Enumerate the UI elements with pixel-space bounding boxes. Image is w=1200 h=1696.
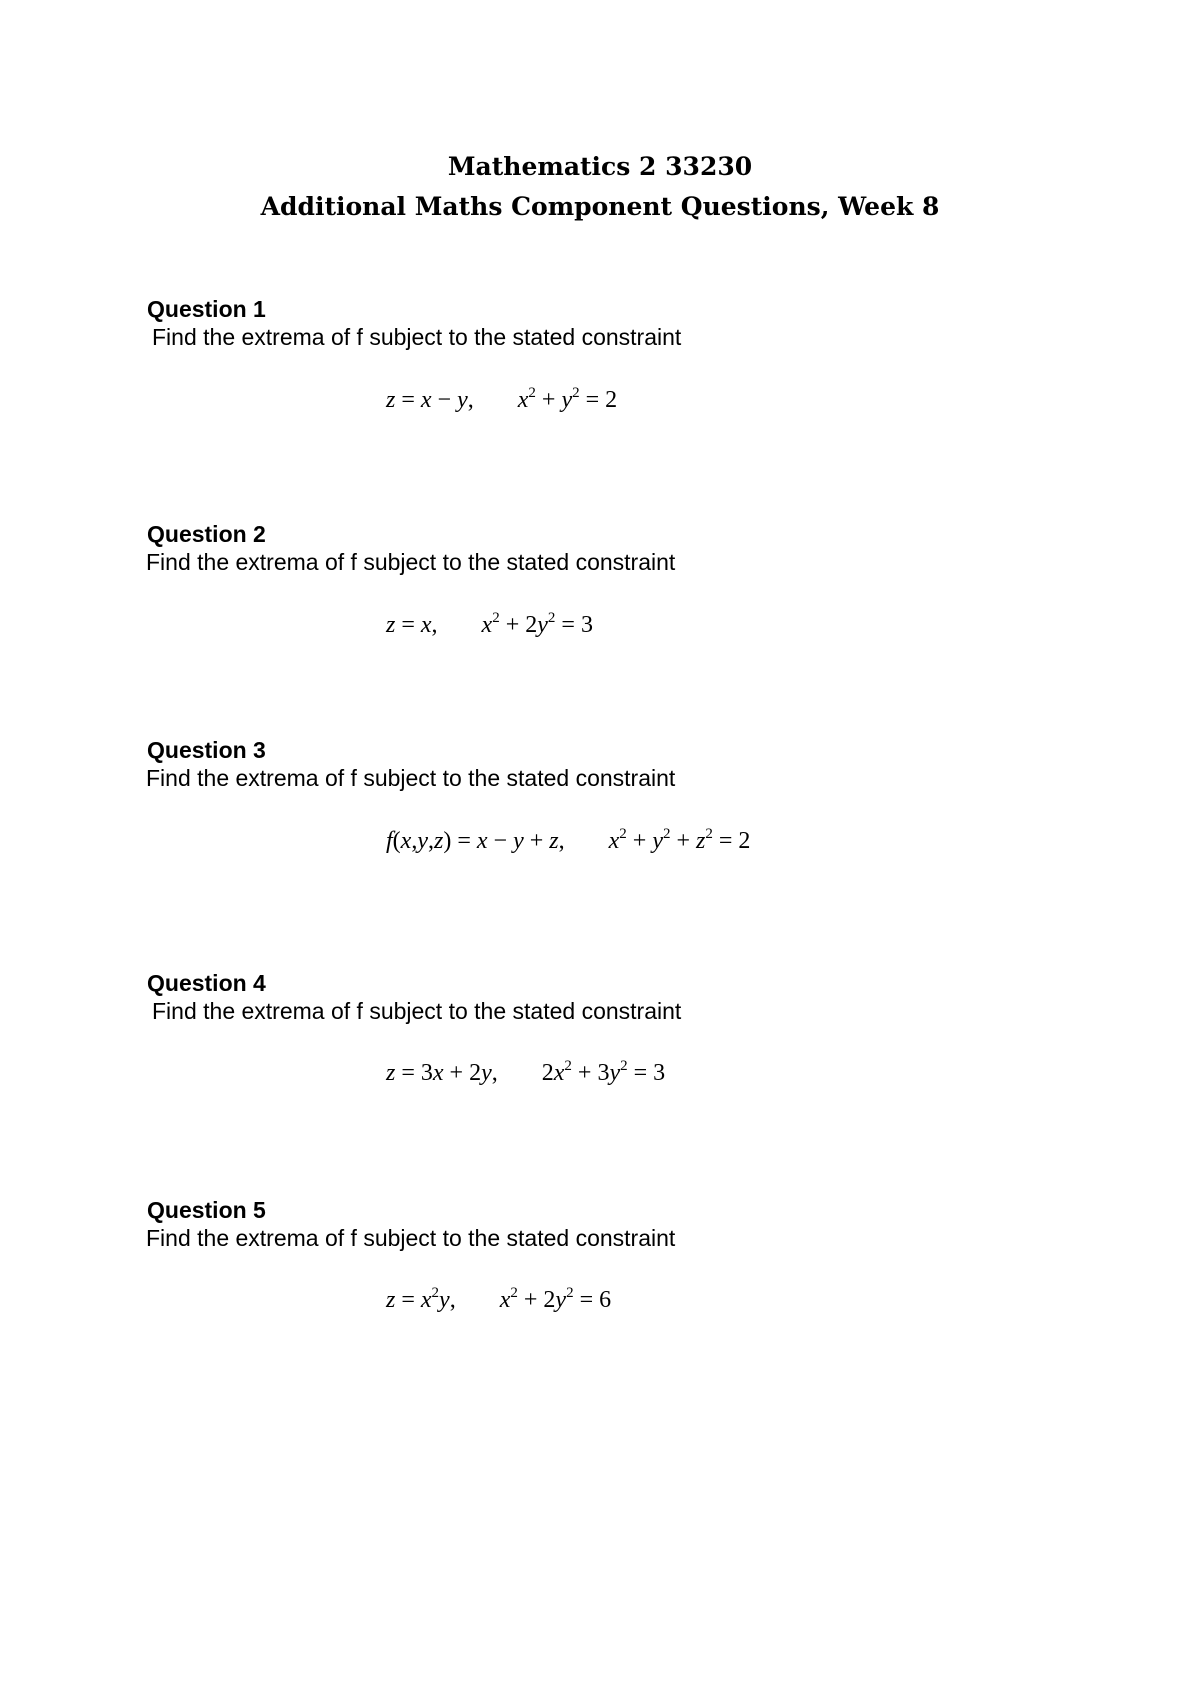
question-4-equation: z = 3x + 2y, $2x^2 + 3y^2 = 3$ xyxy=(386,1058,666,1086)
question-3-instruction: Find the extrema of f subject to the stated constraint xyxy=(146,765,676,791)
question-2-heading: Question 2 xyxy=(147,521,266,547)
question-1-equation: z = x − y, $x^2 + y^2 = 2$ xyxy=(386,385,618,413)
question-2-equation: z = x, $x^2 + 2y^2 = 3$ xyxy=(386,610,593,638)
question-5-instruction: Find the extrema of f subject to the stated constraint xyxy=(146,1225,676,1251)
question-1-heading: Question 1 xyxy=(147,296,266,322)
question-3-heading: Question 3 xyxy=(147,737,266,763)
question-4-heading: Question 4 xyxy=(147,970,266,996)
question-2-instruction: Find the extrema of f subject to the stated constraint xyxy=(146,549,676,575)
question-5-heading: Question 5 xyxy=(147,1197,266,1223)
question-4-instruction: Find the extrema of f subject to the stated constraint xyxy=(152,998,682,1024)
question-5-equation: $z = x^2y$, $x^2 + 2y^2 = 6$ xyxy=(386,1285,612,1313)
question-3-equation: f(x,y,z) = x − y + z, $x^2 + y^2 + z^2 = 2$ xyxy=(386,826,751,854)
question-1-instruction: Find the extrema of f subject to the stated constraint xyxy=(152,324,682,350)
document-title: Mathematics 2 33230 xyxy=(447,152,753,181)
document-subtitle: Additional Maths Component Questions, Week 8 xyxy=(260,192,940,221)
